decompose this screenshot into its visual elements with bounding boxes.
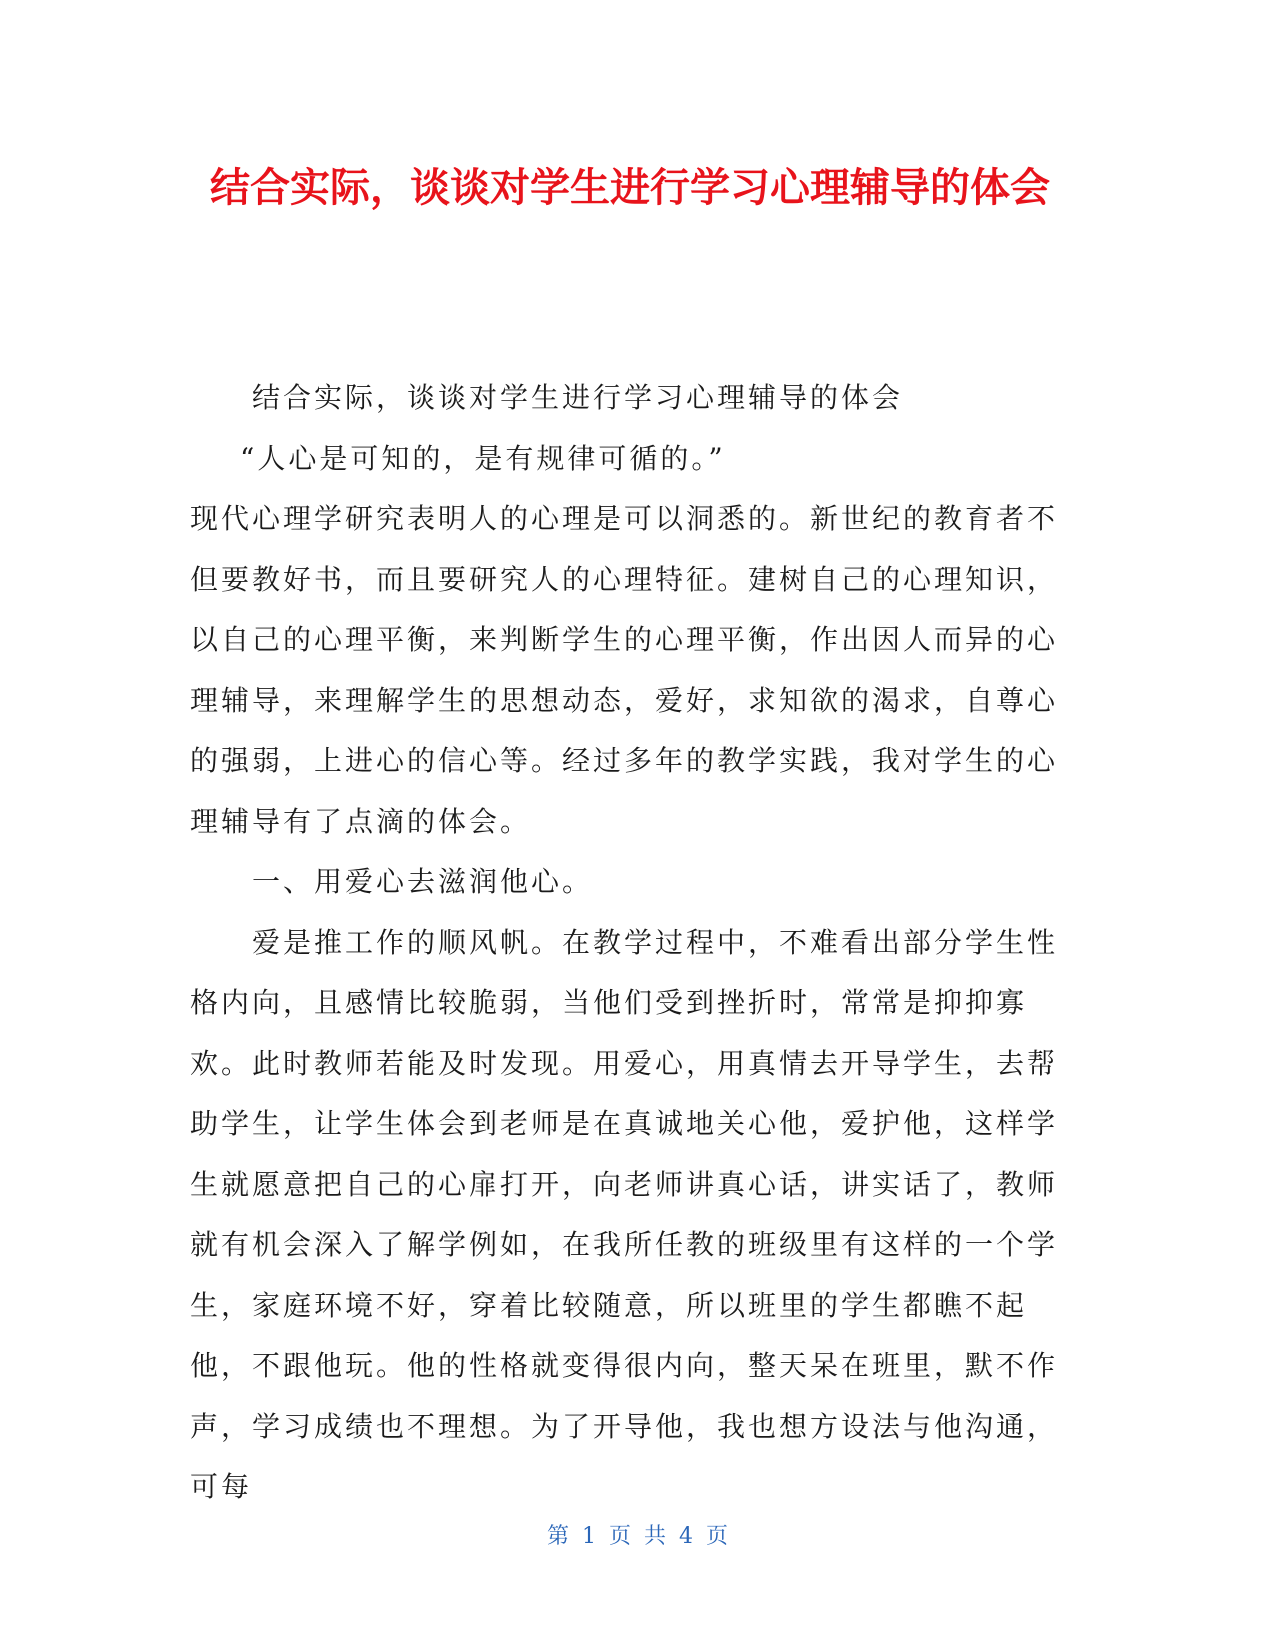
quote-paragraph: “人心是可知的，是有规律可循的。” xyxy=(240,441,726,475)
intro-heading-paragraph: 结合实际，谈谈对学生进行学习心理辅导的体会 xyxy=(252,381,904,414)
document-body xyxy=(190,368,1062,1518)
document-title: 结合实际，谈谈对学生进行学习心理辅导的体会 xyxy=(210,165,1050,211)
body-paragraph-love: 爱是推工作的顺风帆。在教学过程中，不难看出部分学生性格内向，且感情比较脆弱，当他们受到挫折时，常常是抑抑寡欢。此时教师若能及时发现。用爱心，用真情去开导学生，去帮助学生，让学生体会到老师是在真诚地关心他，爱护他，这样学生就愿意把自己的心扉打开，向老师讲真心话，讲实话了，教师就有机会深入了解学例如，在我所任教的班级里有这样的一个学生，家庭环境不好，穿着比较随意，所以班里的学生都瞧不起他，不跟他玩。他的性格就变得很内向，整天呆在班里，默不作声，学习成绩也不理想。为了开导他，我也想方设法与他沟通，可每 xyxy=(190,925,1059,1503)
section-heading-love: 一、用爱心去滋润他心。 xyxy=(252,865,594,898)
body-paragraph-psychology: 现代心理学研究表明人的心理是可以洞悉的。新世纪的教育者不但要教好书，而且要研究人的心理特征。建树自己的心理知识，以自己的心理平衡，来判断学生的心理平衡，作出因人而异的心理辅导，来理解学生的思想动态，爱好，求知欲的渴求，自尊心的强弱，上进心的信心等。经过多年的教学实践，我对学生的心理辅导有了点滴的体会。 xyxy=(190,502,1059,838)
page-number-footer: 第 1 页 共 4 页 xyxy=(547,1524,728,1549)
